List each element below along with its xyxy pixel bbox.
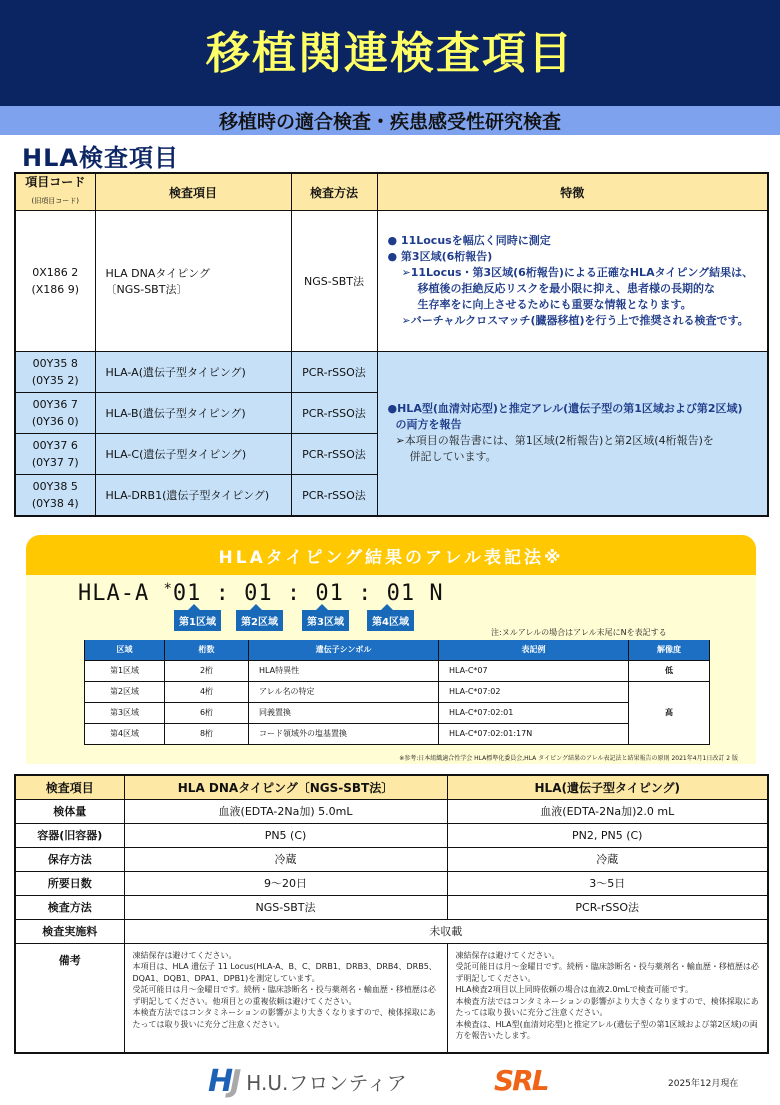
header-features: 特徴: [377, 173, 768, 211]
table-row: [15, 943, 768, 1053]
cell-ngs: 血液(EDTA-2Na加) 5.0mL: [124, 799, 447, 823]
header-code: 項目コード (旧項目コード): [15, 173, 95, 211]
item-name: HLA-A(遺伝子型タイピング): [95, 352, 291, 393]
table-row: [15, 352, 768, 393]
table-row: [85, 660, 710, 681]
table-row: [15, 871, 768, 895]
remarks-pcr: 凍結保存は避けてください。 受託可能日は月〜金曜日です。続柄・臨床診断名・投与薬剤名・輸血歴・移植歴は必ず明記してください。 HLA検査2項目以上同時依頼の場合は血液2.0mLで検査可能です。 本検査方法ではコンタミネーションの影響がより大きくなりますので、検体採取にあたっては取り扱いに充分ご注意ください。 本検査は、HLA型(血清対応型)と推定アレル(遺伝子型の第1区域および第2区域)の両方を報告いたします。: [447, 943, 768, 1053]
hu-frontier-logo: [208, 1064, 407, 1099]
allele-notation-title: HLAタイピング結果のアレル表記法※: [26, 535, 756, 575]
cell-symbol: アレル名の特定: [249, 681, 439, 702]
cell-fee: 未収載: [124, 919, 768, 943]
item-features: ● 11Locusを幅広く同時に測定 ● 第3区域(6桁報告) ➢11Locus・第3区域(6桁報告)による正確なHLAタイピング結果は、 移植後の拒絶反応リスクを最小限に抑え、患者様の長期的な 生存率をに向上させるためにも重要な情報となります。 ➢バーチャルクロスマッチ(臓器移植)を行う上で推奨される検査です。: [377, 211, 768, 352]
row-label: 検査実施料: [15, 919, 124, 943]
hla-items-table: [14, 172, 769, 517]
table-row: [15, 211, 768, 352]
header-method: 検査方法: [291, 173, 377, 211]
header-name: 検査項目: [95, 173, 291, 211]
null-allele-note: 注:ヌルアレルの場合はアレル末尾にNを表記する: [491, 628, 667, 637]
header-example: 表記例: [439, 640, 629, 660]
cell-pcr: PN2, PN5 (C): [447, 823, 768, 847]
cell-region: 第2区域: [85, 681, 165, 702]
cell-example: HLA-C*07:02:01:17N: [439, 723, 629, 744]
header-symbol: 遺伝子シンボル: [249, 640, 439, 660]
item-code: 00Y37 6 (0Y37 7): [15, 434, 95, 475]
region-tag-2: 第2区域: [236, 610, 283, 631]
header-pcr: HLA(遺伝子型タイピング): [447, 775, 768, 799]
item-code: 0X186 2 (X186 9): [15, 211, 95, 352]
allele-notation-panel: [26, 535, 756, 764]
cell-digits: 8桁: [165, 723, 249, 744]
cell-symbol: コード領域外の塩基置換: [249, 723, 439, 744]
table-header-row: [85, 640, 710, 660]
remarks-ngs: 凍結保存は避けてください。 本項目は、HLA 遺伝子 11 Locus(HLA-A、B、C、DRB1、DRB3、DRB4、DRB5、DQA1、DQB1、DPA1、DPB1)を測定しています。 受託可能日は月〜金曜日です。続柄・臨床診断名・投与薬剤名・輸血歴・移植歴は必ず明記してください。他項目との重複依頼は避けてください。 本検査方法ではコンタミネーションの影響がより大きくなりますので、検体採取にあたっては取り扱いに充分ご注意ください。: [124, 943, 447, 1053]
header-ngs: HLA DNAタイピング〔NGS-SBT法〕: [124, 775, 447, 799]
as-of-date: 2025年12月現在: [668, 1079, 739, 1089]
cell-region: 第4区域: [85, 723, 165, 744]
cell-region: 第3区域: [85, 702, 165, 723]
row-label: 検査方法: [15, 895, 124, 919]
row-label: 保存方法: [15, 847, 124, 871]
cell-example: HLA-C*07:02:01: [439, 702, 629, 723]
title-banner: [0, 0, 780, 106]
hu-logo-text: H.U.フロンティア: [246, 1071, 407, 1095]
table-row: [15, 799, 768, 823]
cell-example: HLA-C*07:02: [439, 681, 629, 702]
specimen-spec-table: [14, 774, 769, 1054]
item-code: 00Y38 5 (0Y38 4): [15, 475, 95, 516]
item-name: HLA-C(遺伝子型タイピング): [95, 434, 291, 475]
subtitle-banner: [0, 106, 780, 135]
item-code: 00Y35 8 (0Y35 2): [15, 352, 95, 393]
allele-example: HLA-A *01 : 01 : 01 : 01 N: [78, 581, 444, 606]
item-code: 00Y36 7 (0Y36 0): [15, 393, 95, 434]
cell-ngs: 9〜20日: [124, 871, 447, 895]
item-name: HLA DNAタイピング 〔NGS-SBT法〕: [95, 211, 291, 352]
section-title: HLA検査項目: [22, 144, 179, 172]
allele-region-table: [84, 640, 710, 745]
cell-symbol: HLA特異性: [249, 660, 439, 681]
page-title: 移植関連検査項目: [206, 28, 574, 79]
cell-digits: 6桁: [165, 702, 249, 723]
region-tag-4: 第4区域: [367, 610, 414, 631]
item-method: PCR-rSSO法: [291, 434, 377, 475]
cell-digits: 4桁: [165, 681, 249, 702]
cell-ngs: PN5 (C): [124, 823, 447, 847]
item-method: NGS-SBT法: [291, 211, 377, 352]
cell-symbol: 同義置換: [249, 702, 439, 723]
table-row: [15, 895, 768, 919]
cell-region: 第1区域: [85, 660, 165, 681]
srl-logo: SRL: [494, 1064, 548, 1097]
hu-logo-icon: HJ: [208, 1064, 239, 1099]
table-row: [15, 823, 768, 847]
reference-note: ※参考:日本組織適合性学会 HLA標準化委員会,HLA タイピング結果のアレル表記法と結果報告の原則 2021年4月1日改訂 2 版: [399, 755, 738, 762]
table-row: [85, 723, 710, 744]
table-row: [15, 919, 768, 943]
item-method: PCR-rSSO法: [291, 393, 377, 434]
item-name: HLA-DRB1(遺伝子型タイピング): [95, 475, 291, 516]
page-subtitle: 移植時の適合検査・疾患感受性研究検査: [218, 111, 561, 133]
item-method: PCR-rSSO法: [291, 475, 377, 516]
row-label: 備考: [15, 943, 124, 1053]
table-row: [15, 847, 768, 871]
header-resolution: 解像度: [629, 640, 710, 660]
item-features: ●HLA型(血清対応型)と推定アレル(遺伝子型の第1区域および第2区域) の両方を報告 ➢本項目の報告書には、第1区域(2桁報告)と第2区域(4桁報告)を 併記しています。: [377, 352, 768, 516]
cell-ngs: NGS-SBT法: [124, 895, 447, 919]
row-label: 検体量: [15, 799, 124, 823]
cell-pcr: 3〜5日: [447, 871, 768, 895]
region-tag-1: 第1区域: [174, 610, 221, 631]
table-header-row: [15, 775, 768, 799]
cell-example: HLA-C*07: [439, 660, 629, 681]
cell-resolution: 低: [629, 660, 710, 681]
table-header-row: [15, 173, 768, 211]
table-row: [85, 702, 710, 723]
item-method: PCR-rSSO法: [291, 352, 377, 393]
cell-ngs: 冷蔵: [124, 847, 447, 871]
header-region: 区域: [85, 640, 165, 660]
region-tag-3: 第3区域: [302, 610, 349, 631]
header-digits: 桁数: [165, 640, 249, 660]
row-label: 所要日数: [15, 871, 124, 895]
item-name: HLA-B(遺伝子型タイピング): [95, 393, 291, 434]
row-label: 容器(旧容器): [15, 823, 124, 847]
cell-pcr: PCR-rSSO法: [447, 895, 768, 919]
header-label: 検査項目: [15, 775, 124, 799]
cell-pcr: 冷蔵: [447, 847, 768, 871]
cell-digits: 2桁: [165, 660, 249, 681]
cell-resolution: 高: [629, 681, 710, 744]
table-row: [85, 681, 710, 702]
cell-pcr: 血液(EDTA-2Na加)2.0 mL: [447, 799, 768, 823]
